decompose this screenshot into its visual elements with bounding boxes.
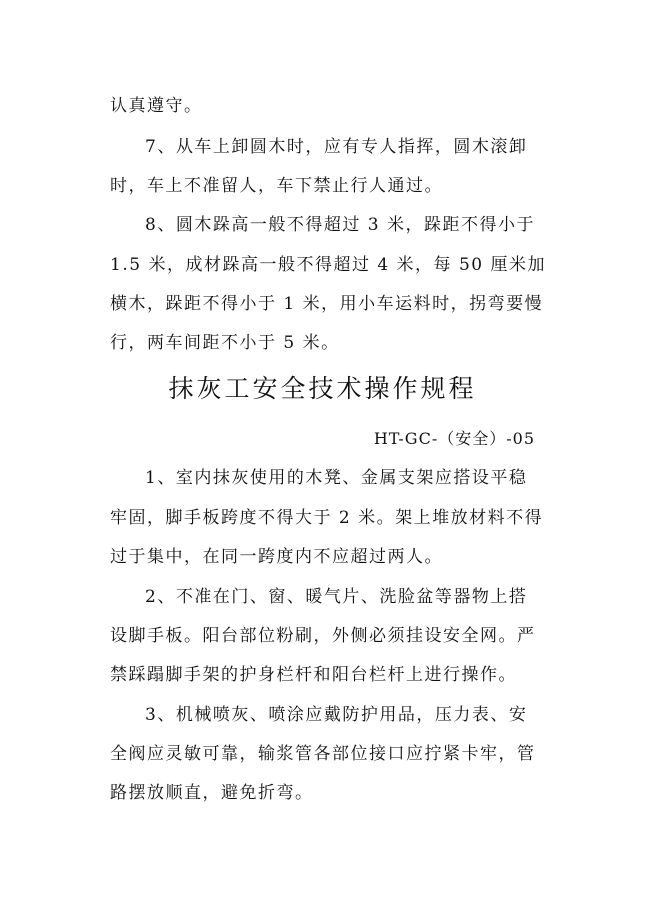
paragraph-line: 全阀应灵敏可靠，输浆管各部位接口应拧紧卡牢，管 [110,744,536,764]
section-title: 抹灰工安全技术操作规程 [168,374,477,403]
paragraph-line: 2、不准在门、窗、暖气片、洗脸盆等器物上搭 [145,587,528,607]
paragraph-line: 路摆放顺直，避免折弯。 [110,783,314,803]
paragraph-line: 横木，跺距不得小于 1 米，用小车运料时，拐弯要慢 [110,294,544,314]
paragraph-line: 牢固，脚手板跨度不得大于 2 米。架上堆放材料不得 [110,508,544,528]
paragraph-line: 认真遵守。 [110,96,203,116]
paragraph-line: 过于集中，在同一跨度内不应超过两人。 [110,547,443,567]
paragraph-line: 1.5 米，成材跺高一般不得超过 4 米，每 50 厘米加 [110,255,547,275]
paragraph-line: 1、室内抹灰使用的木凳、金属支架应搭设平稳 [145,468,528,488]
paragraph-line: 行，两车间距不小于 5 米。 [110,333,340,353]
paragraph-line: 禁踩蹋脚手架的护身栏杆和阳台栏杆上进行操作。 [110,665,517,685]
paragraph-line: 8、圆木跺高一般不得超过 3 米，跺距不得小于 [145,215,535,235]
paragraph-line: 时，车上不准留人，车下禁止行人通过。 [110,176,443,196]
paragraph-line: 设脚手板。阳台部位粉刷，外侧必须挂设安全网。严 [110,626,536,646]
paragraph-line: 3、机械喷灰、喷涂应戴防护用品，压力表、安 [145,705,528,725]
document-code: HT-GC-（安全）-05 [373,429,535,448]
paragraph-line: 7、从车上卸圆木时，应有专人指挥，圆木滚卸 [145,137,528,157]
